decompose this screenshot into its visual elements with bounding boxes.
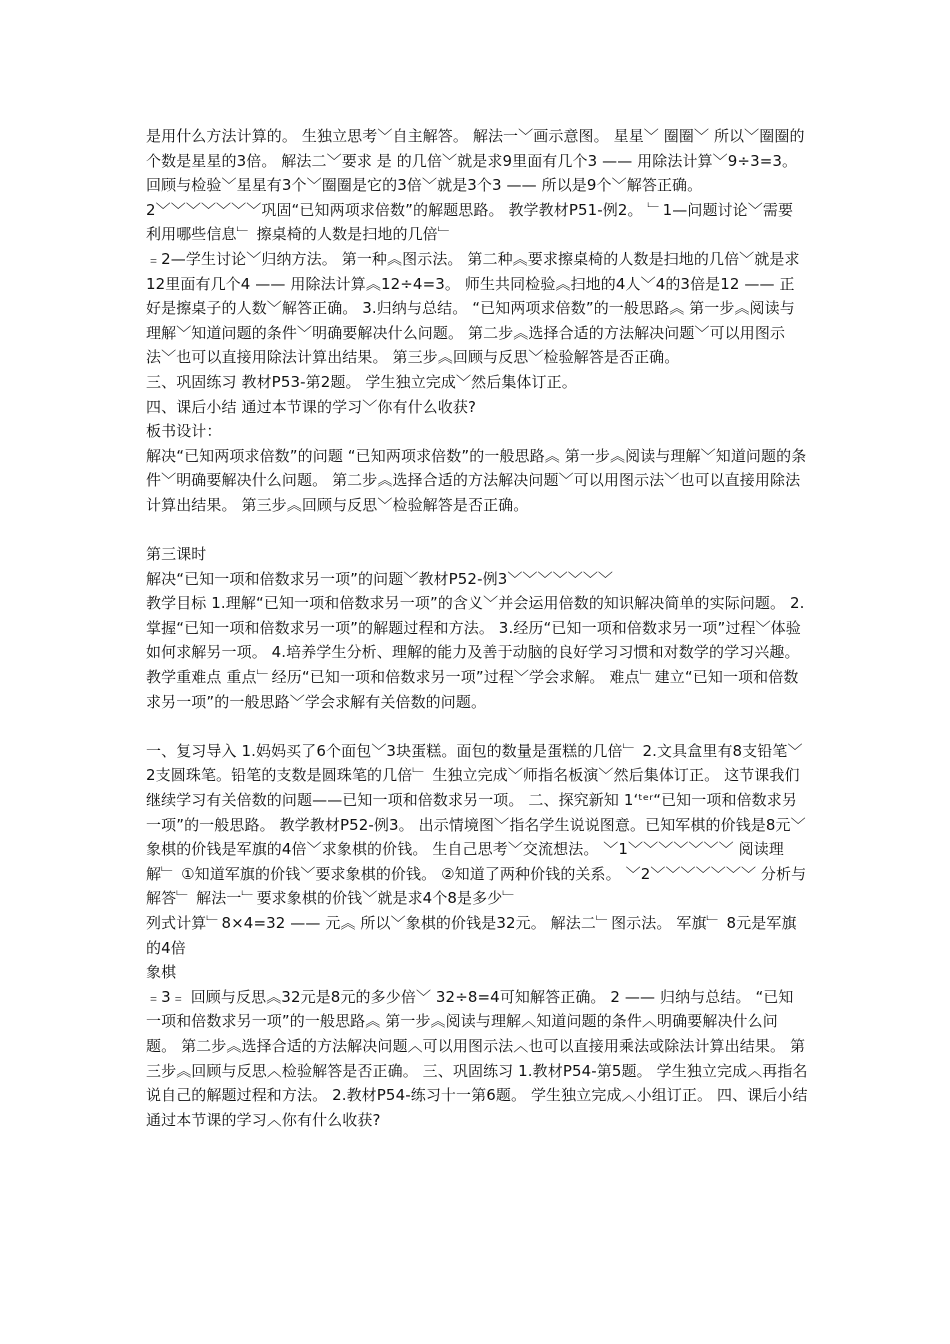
paragraph-1: 是用什么方法计算的。 生独立思考﹀自主解答。 解法一﹀画示意图。 星星﹀ 圈圈﹀ 所以﹀圈圈的个数是星星的3倍。 解法二﹀要求 是 的几倍﹀就是求9里面有几个3 —— 用除法计算﹀9÷3=3。 回顾与检验﹀星星有3个﹀圈圈是它的3倍﹀就是3个3 —— 所以是9个﹀解答正确。 2﹀﹀﹀﹀﹀﹀﹀巩固“已知两项求倍数”的解题思路。 教学教材P51-例2。 ﹂1—问题讨论﹀需要利用哪些信息﹂ 擦桌椅的人数是扫地的几倍﹂: [146, 127, 805, 244]
blank-line-2: [146, 714, 808, 739]
paragraph-9: 解决“已知一项和倍数求另一项”的问题﹀教材P52-例3﹀﹀﹀﹀﹀﹀﹀: [146, 569, 614, 588]
paragraph-5: 板书设计：: [146, 422, 222, 441]
document-body: [146, 124, 808, 1132]
paragraph-2: ﹦2—学生讨论﹀归纳方法。 第一种︽图示法。 第二种︽要求擦桌椅的人数是扫地的几倍﹀就是求12里面有几个4 —— 用除法计算︽12÷4=3。 师生共同检验︽扫地的4人﹀4的3倍是12 —— 正好是擦桌子的人数﹀解答正确。 3.归纳与总结。 “已知两项求倍数”的一般思路︽ 第一步︽阅读与理解﹀知道问题的条件﹀明确要解决什么问题。 第二步︽选择合适的方法解决问题﹀可以用图示法﹀也可以直接用除法计算出结果。 第三步︽回顾与反思﹀检验解答是否正确。: [146, 249, 800, 367]
paragraph-14: 列式计算﹂8×4=32 —— 元︽ 所以﹀象棋的价钱是32元。 解法二﹂图示法。 军旗﹂ 8元是军旗的4倍: [146, 914, 797, 957]
paragraph-4: 四、课后小结 通过本节课的学习﹀你有什么收获?: [146, 397, 477, 416]
paragraph-10: 教学目标 1.理解“已知一项和倍数求另一项”的含义﹀并会运用倍数的知识解决简单的实际问题。 2.掌握“已知一项和倍数求另一项”的解题过程和方法。 3.经历“已知一项和倍数求另一项”过程﹀体验如何求解另一项。 4.培养学生分析、理解的能力及善于动脑的良好学习习惯和对数学的学习兴趣。: [146, 594, 805, 662]
paragraph-6: 解决“已知两项求倍数”的问题 “已知两项求倍数”的一般思路︽ 第一步︽阅读与理解﹀知道问题的条件﹀明确要解决什么问题。 第二步︽选择合适的方法解决问题﹀可以用图示法﹀也可以直接用除法计算出结果。 第三步︽回顾与反思﹀检验解答是否正确。: [146, 446, 807, 514]
blank-line-1: [146, 518, 808, 543]
paragraph-8: 第三课时: [146, 545, 207, 564]
paragraph-3: 三、巩固练习 教材P53-第2题。 学生独立完成﹀然后集体订正。: [146, 372, 577, 391]
paragraph-13: 一、复习导入 1.妈妈买了6个面包﹀3块蛋糕。面包的数量是蛋糕的几倍﹂ 2.文具盒里有8支铅笔﹀2支圆珠笔。铅笔的支数是圆珠笔的几倍﹂ 生独立完成﹀师指名板演﹀然后集体订正。 这节课我们继续学习有关倍数的问题——已知一项和倍数求另一项。 二、探究新知 1ʻᵗᵉʳ“已知一项和倍数求另一项”的一般思路。 教学教材P52-例3。 出示情境图﹀指名学生说说图意。已知军棋的价钱是8元﹀象棋的价钱是军旗的4倍﹀求象棋的价钱。 生自己思考﹀交流想法。 ﹀1﹀﹀﹀﹀﹀﹀﹀ 阅读理解﹂ ①知道军旗的价钱﹀要求象棋的价钱。 ②知道了两种价钱的关系。 ﹀2﹀﹀﹀﹀﹀﹀﹀ 分析与解答﹂ 解法一﹂要求象棋的价钱﹀就是求4个8是多少﹂: [146, 741, 807, 908]
paragraph-15: 象棋: [146, 963, 177, 982]
paragraph-11: 教学重难点 重点﹂经历“已知一项和倍数求另一项”过程﹀学会求解。 难点﹂建立“已知一项和倍数求另一项”的一般思路﹀学会求解有关倍数的问题。: [146, 668, 799, 711]
paragraph-16: ﹦3﹦ 回顾与反思︽32元是8元的多少倍﹀ 32÷8=4可知解答正确。 2 —— 归纳与总结。 “已知一项和倍数求另一项”的一般思路︽ 第一步︽阅读与理解︿知道问题的条件︿明确要解决什么问题。 第二步︽选择合适的方法解决问题︿可以用图示法︿也可以直接用乘法或除法计算出结果。 第三步︽回顾与反思︿检验解答是否正确。 三、巩固练习 1.教材P54-第5题。 学生独立完成︿再指名说自己的解题过程和方法。 2.教材P54-练习十一第6题。 学生独立完成︿小组订正。 四、课后小结 通过本节课的学习︿你有什么收获?: [146, 987, 808, 1129]
